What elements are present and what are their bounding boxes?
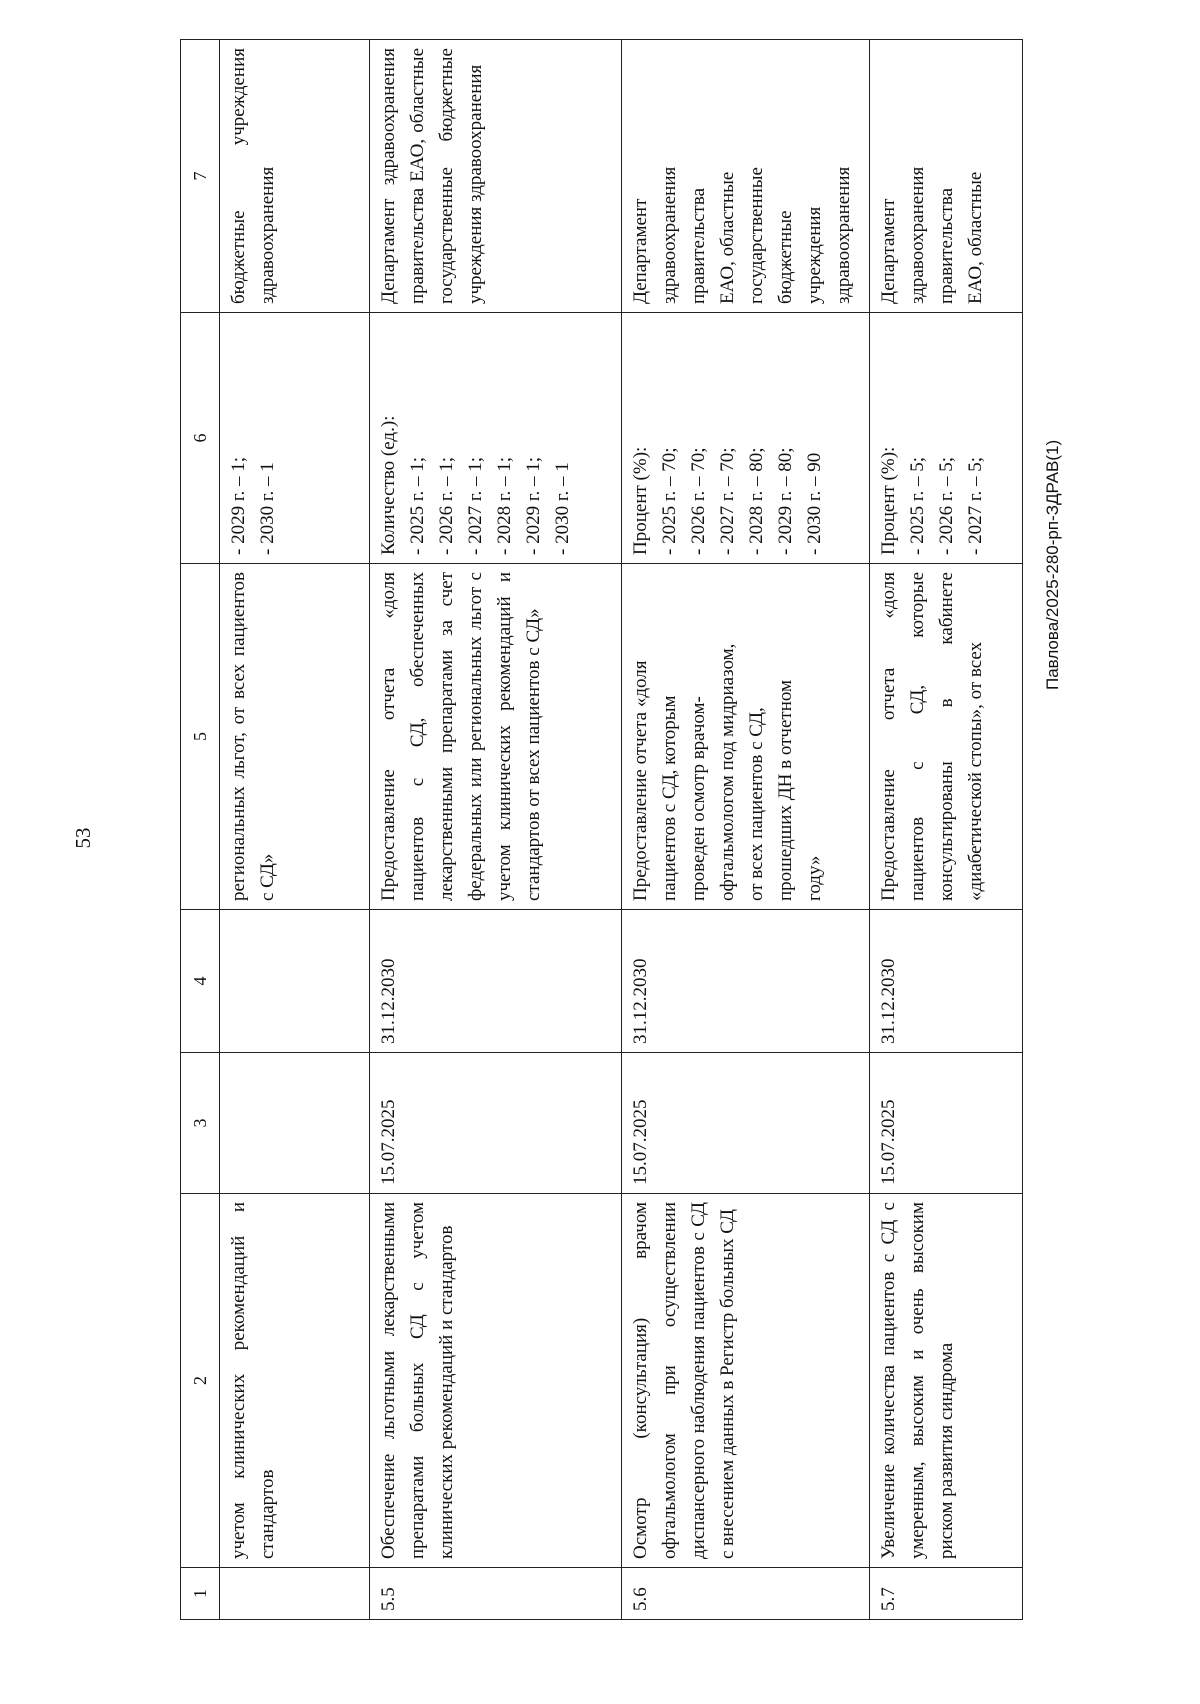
measure-cell: учетом клинических рекомендаций и стандартов (220, 1194, 370, 1568)
row-number-cell (220, 1568, 370, 1620)
measure-cell: Осмотр (консультация) врачом офтальмологом при осуществлении диспансерного наблюдения пациентов с СД с внесением данных в Регистр больных СД (622, 1194, 870, 1568)
target-values-cell: Процент (%): - 2025 г. – 5; - 2026 г. – 5; - 2027 г. – 5; (870, 313, 1023, 564)
row-number-cell: 5.7 (870, 1568, 1023, 1620)
column-header: 1 (181, 1568, 220, 1620)
executor-cell: Департамент здравоохранения правительства ЕАО, областные (870, 40, 1023, 313)
table-row (370, 40, 622, 1620)
target-values-cell: Процент (%): - 2025 г. – 70; - 2026 г. – 70; - 2027 г. – 70; - 2028 г. – 80; - 2029 г. – 80; - 2030 г. – 90 (622, 313, 870, 564)
table-row (622, 40, 870, 1620)
executor-cell: бюджетные учреждения здравоохранения (220, 40, 370, 313)
indicator-cell: Предоставление отчета «доля пациентов с СД, обеспеченных лекарственными препаратами за счет федеральных или региональных льгот с учетом клинических рекомендаций и стандартов от всех пациентов с СД» (370, 564, 622, 910)
target-values-cell: Количество (ед.): - 2025 г. – 1; - 2026 г. – 1; - 2027 г. – 1; - 2028 г. – 1; - 2029 г. – 1; - 2030 г. – 1 (370, 313, 622, 564)
indicator-cell: Предоставление отчета «доля пациентов с СД, которым проведен осмотр врачом- офтальмологом под мидриазом, от всех пациентов с СД, прошедших ДН в отчетном году» (622, 564, 870, 910)
start-date-cell: 15.07.2025 (370, 1053, 622, 1194)
column-header: 2 (181, 1194, 220, 1568)
table-row (870, 40, 1023, 1620)
end-date-cell: 31.12.2030 (622, 910, 870, 1053)
end-date-cell: 31.12.2030 (870, 910, 1023, 1053)
page-number: 53 (71, 827, 95, 849)
row-number-cell: 5.6 (622, 1568, 870, 1620)
start-date-cell: 15.07.2025 (622, 1053, 870, 1194)
executor-cell: Департамент здравоохранения правительства ЕАО, областные государственные бюджетные учреждения здравоохранения (370, 40, 622, 313)
row-number-cell: 5.5 (370, 1568, 622, 1620)
column-header: 4 (181, 910, 220, 1053)
measures-table (180, 39, 1023, 1620)
end-date-cell: 31.12.2030 (370, 910, 622, 1053)
table-header-row (181, 40, 220, 1620)
column-header: 7 (181, 40, 220, 313)
measures-table-container (180, 40, 1017, 1620)
document-footer-id: Павлова/2025-280-рп-ЗДРАВ(1) (1043, 439, 1062, 690)
executor-cell: Департамент здравоохранения правительства ЕАО, областные государственные бюджетные учреждения здравоохранения (622, 40, 870, 313)
column-header: 3 (181, 1053, 220, 1194)
column-header: 6 (181, 313, 220, 564)
table-row (220, 40, 370, 1620)
start-date-cell: 15.07.2025 (870, 1053, 1023, 1194)
target-values-cell: - 2029 г. – 1; - 2030 г. – 1 (220, 313, 370, 564)
indicator-cell: региональных льгот, от всех пациентов с СД» (220, 564, 370, 910)
end-date-cell (220, 910, 370, 1053)
indicator-cell: Предоставление отчета «доля пациентов с СД, которые консультированы в кабинете «диабетической стопы», от всех (870, 564, 1023, 910)
measure-cell: Обеспечение льготными лекарственными препаратами больных СД с учетом клинических рекомендаций и стандартов (370, 1194, 622, 1568)
column-header: 5 (181, 564, 220, 910)
start-date-cell (220, 1053, 370, 1194)
measure-cell: Увеличение количества пациентов с СД с умеренным, высоким и очень высоким риском развития синдрома (870, 1194, 1023, 1568)
